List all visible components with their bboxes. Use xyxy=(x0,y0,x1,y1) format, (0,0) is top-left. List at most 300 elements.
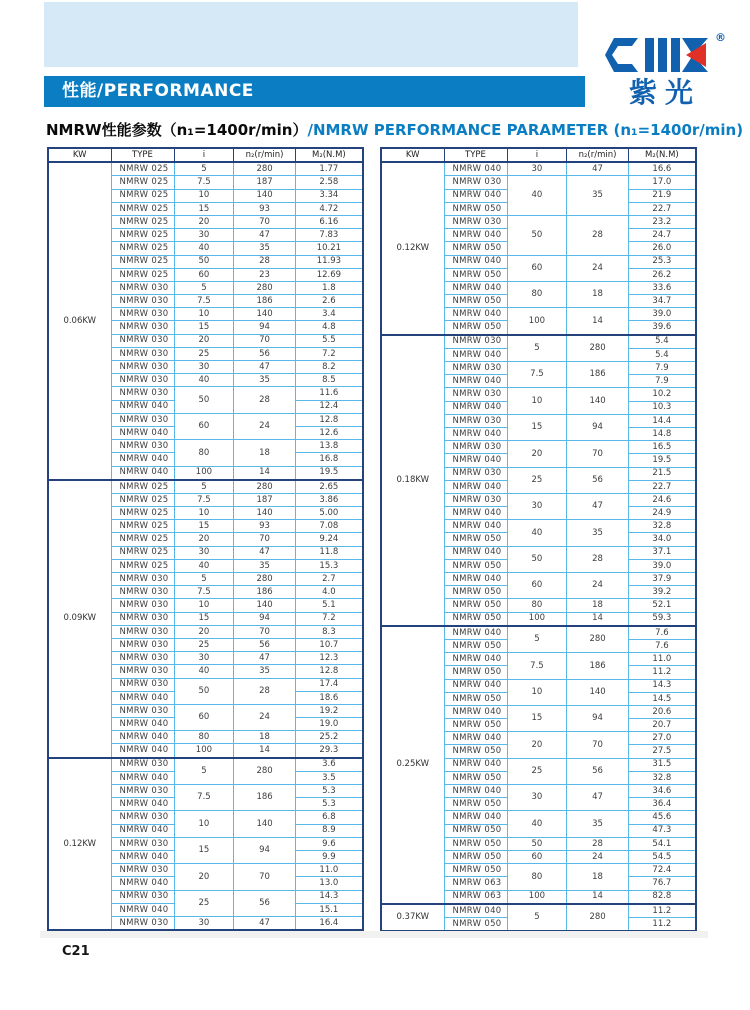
torque-cell: 14.3 xyxy=(628,679,696,692)
ratio-cell: 7.5 xyxy=(174,586,234,599)
torque-cell: 47.3 xyxy=(628,824,696,837)
speed-cell: 47 xyxy=(234,229,295,242)
speed-cell: 280 xyxy=(234,162,295,176)
torque-cell: 11.2 xyxy=(628,904,696,918)
type-cell: NMRW 040 xyxy=(444,281,507,294)
torque-cell: 7.6 xyxy=(628,639,696,652)
speed-cell: 28 xyxy=(567,837,628,850)
torque-cell: 39.0 xyxy=(628,308,696,321)
type-cell: NMRW 025 xyxy=(111,493,174,506)
ratio-cell: 10 xyxy=(174,507,234,520)
type-cell: NMRW 030 xyxy=(444,467,507,480)
type-cell: NMRW 025 xyxy=(111,242,174,255)
ratio-cell: 7.5 xyxy=(174,785,234,811)
torque-cell: 12.69 xyxy=(295,268,363,281)
torque-cell: 17.0 xyxy=(628,176,696,189)
torque-cell: 16.4 xyxy=(295,916,363,930)
torque-cell: 5.1 xyxy=(295,599,363,612)
header-row xyxy=(48,148,363,162)
type-cell: NMRW 040 xyxy=(111,824,174,837)
type-cell: NMRW 030 xyxy=(444,335,507,349)
torque-cell: 5.4 xyxy=(628,335,696,349)
type-cell: NMRW 040 xyxy=(111,771,174,784)
ratio-cell: 7.5 xyxy=(507,653,567,679)
ratio-cell: 40 xyxy=(174,374,234,387)
torque-cell: 39.0 xyxy=(628,559,696,572)
speed-cell: 18 xyxy=(234,731,295,744)
ratio-cell: 60 xyxy=(507,573,567,599)
torque-cell: 10.7 xyxy=(295,638,363,651)
torque-cell: 7.2 xyxy=(295,612,363,625)
ratio-cell: 60 xyxy=(174,704,234,730)
type-cell: NMRW 050 xyxy=(444,202,507,215)
speed-cell: 47 xyxy=(234,916,295,930)
page-title-en: /NMRW PERFORMANCE PARAMETER (n₁=1400r/min) xyxy=(307,121,744,139)
speed-cell: 140 xyxy=(234,308,295,321)
type-cell: NMRW 030 xyxy=(444,176,507,189)
torque-cell: 7.6 xyxy=(628,626,696,640)
speed-cell: 18 xyxy=(567,599,628,612)
ratio-cell: 10 xyxy=(174,811,234,837)
section-header xyxy=(44,76,585,107)
torque-cell: 34.6 xyxy=(628,785,696,798)
ratio-cell: 5 xyxy=(507,904,567,931)
torque-cell: 16.6 xyxy=(628,162,696,176)
torque-cell: 7.9 xyxy=(628,362,696,375)
type-cell: NMRW 030 xyxy=(111,811,174,824)
type-cell: NMRW 040 xyxy=(111,691,174,704)
page-title-zh: NMRW性能参数（n₁=1400r/min） xyxy=(46,121,308,139)
type-cell: NMRW 030 xyxy=(111,599,174,612)
torque-cell: 45.6 xyxy=(628,811,696,824)
scan-shadow xyxy=(40,931,708,938)
torque-cell: 27.5 xyxy=(628,745,696,758)
torque-cell: 6.8 xyxy=(295,811,363,824)
type-cell: NMRW 040 xyxy=(444,811,507,824)
torque-cell: 3.4 xyxy=(295,308,363,321)
ratio-cell: 60 xyxy=(507,850,567,863)
speed-cell: 24 xyxy=(567,850,628,863)
ratio-cell: 100 xyxy=(507,612,567,626)
torque-cell: 11.6 xyxy=(295,387,363,400)
type-cell: NMRW 030 xyxy=(444,441,507,454)
torque-cell: 7.9 xyxy=(628,375,696,388)
type-cell: NMRW 040 xyxy=(444,679,507,692)
performance-table-left xyxy=(47,147,364,931)
torque-cell: 24.6 xyxy=(628,493,696,506)
type-cell: NMRW 030 xyxy=(111,573,174,586)
type-cell: NMRW 030 xyxy=(111,374,174,387)
type-cell: NMRW 040 xyxy=(444,401,507,414)
torque-cell: 19.5 xyxy=(628,454,696,467)
type-cell: NMRW 030 xyxy=(111,638,174,651)
speed-cell: 56 xyxy=(234,638,295,651)
type-cell: NMRW 040 xyxy=(444,785,507,798)
torque-cell: 25.2 xyxy=(295,731,363,744)
torque-cell: 8.5 xyxy=(295,374,363,387)
speed-cell: 280 xyxy=(567,626,628,653)
type-cell: NMRW 040 xyxy=(111,718,174,731)
speed-cell: 94 xyxy=(234,321,295,334)
torque-cell: 2.6 xyxy=(295,295,363,308)
column-header: i xyxy=(507,148,567,162)
column-header: TYPE xyxy=(444,148,507,162)
type-cell: NMRW 040 xyxy=(444,427,507,440)
kw-cell: 0.25KW xyxy=(381,626,444,904)
speed-cell: 14 xyxy=(234,466,295,480)
torque-cell: 23.2 xyxy=(628,215,696,228)
type-cell: NMRW 030 xyxy=(111,625,174,638)
ratio-cell: 20 xyxy=(174,625,234,638)
speed-cell: 35 xyxy=(567,811,628,837)
torque-cell: 10.21 xyxy=(295,242,363,255)
kw-cell: 0.37KW xyxy=(381,904,444,931)
torque-cell: 11.0 xyxy=(628,653,696,666)
ratio-cell: 15 xyxy=(174,520,234,533)
ratio-cell: 100 xyxy=(174,744,234,758)
torque-cell: 3.5 xyxy=(295,771,363,784)
type-cell: NMRW 040 xyxy=(111,903,174,916)
speed-cell: 18 xyxy=(567,864,628,890)
ratio-cell: 20 xyxy=(174,533,234,546)
table-row xyxy=(381,626,696,640)
type-cell: NMRW 040 xyxy=(444,162,507,176)
ratio-cell: 5 xyxy=(174,162,234,176)
torque-cell: 8.2 xyxy=(295,361,363,374)
type-cell: NMRW 025 xyxy=(111,229,174,242)
ratio-cell: 5 xyxy=(507,626,567,653)
type-cell: NMRW 030 xyxy=(444,215,507,228)
ratio-cell: 20 xyxy=(174,864,234,890)
speed-cell: 94 xyxy=(234,612,295,625)
speed-cell: 70 xyxy=(234,864,295,890)
type-cell: NMRW 030 xyxy=(111,387,174,400)
type-cell: NMRW 025 xyxy=(111,507,174,520)
torque-cell: 21.9 xyxy=(628,189,696,202)
type-cell: NMRW 040 xyxy=(111,744,174,758)
ratio-cell: 30 xyxy=(507,785,567,811)
speed-cell: 186 xyxy=(567,362,628,388)
torque-cell: 2.7 xyxy=(295,573,363,586)
torque-cell: 76.7 xyxy=(628,877,696,890)
ratio-cell: 5 xyxy=(507,335,567,362)
speed-cell: 24 xyxy=(234,413,295,439)
zik-logo-mark xyxy=(594,33,728,77)
table-row xyxy=(48,758,363,772)
torque-cell: 36.4 xyxy=(628,798,696,811)
speed-cell: 47 xyxy=(234,361,295,374)
torque-cell: 37.1 xyxy=(628,546,696,559)
type-cell: NMRW 050 xyxy=(444,599,507,612)
type-cell: NMRW 040 xyxy=(444,507,507,520)
ratio-cell: 30 xyxy=(507,162,567,176)
page-number: C21 xyxy=(62,944,90,959)
column-header: TYPE xyxy=(111,148,174,162)
ratio-cell: 100 xyxy=(507,890,567,904)
speed-cell: 35 xyxy=(567,176,628,216)
torque-cell: 14.4 xyxy=(628,414,696,427)
type-cell: NMRW 030 xyxy=(111,890,174,903)
type-cell: NMRW 040 xyxy=(444,454,507,467)
torque-cell: 52.1 xyxy=(628,599,696,612)
type-cell: NMRW 050 xyxy=(444,850,507,863)
type-cell: NMRW 040 xyxy=(444,546,507,559)
torque-cell: 9.24 xyxy=(295,533,363,546)
type-cell: NMRW 063 xyxy=(444,890,507,904)
speed-cell: 35 xyxy=(234,242,295,255)
speed-cell: 35 xyxy=(234,665,295,678)
ratio-cell: 20 xyxy=(507,732,567,758)
speed-cell: 14 xyxy=(567,890,628,904)
ratio-cell: 80 xyxy=(507,864,567,890)
type-cell: NMRW 040 xyxy=(111,850,174,863)
table-row xyxy=(48,162,363,176)
ratio-cell: 10 xyxy=(507,679,567,705)
speed-cell: 187 xyxy=(234,176,295,189)
speed-cell: 56 xyxy=(234,347,295,360)
ratio-cell: 10 xyxy=(174,308,234,321)
torque-cell: 18.6 xyxy=(295,691,363,704)
type-cell: NMRW 050 xyxy=(444,321,507,335)
ratio-cell: 30 xyxy=(174,361,234,374)
type-cell: NMRW 050 xyxy=(444,719,507,732)
type-cell: NMRW 040 xyxy=(111,798,174,811)
type-cell: NMRW 030 xyxy=(111,785,174,798)
torque-cell: 15.1 xyxy=(295,903,363,916)
speed-cell: 186 xyxy=(234,586,295,599)
torque-cell: 39.2 xyxy=(628,586,696,599)
ratio-cell: 7.5 xyxy=(174,295,234,308)
torque-cell: 10.2 xyxy=(628,388,696,401)
type-cell: NMRW 040 xyxy=(111,426,174,439)
speed-cell: 280 xyxy=(567,335,628,362)
speed-cell: 24 xyxy=(567,255,628,281)
type-cell: NMRW 030 xyxy=(111,837,174,850)
ratio-cell: 50 xyxy=(174,387,234,413)
type-cell: NMRW 040 xyxy=(111,400,174,413)
speed-cell: 47 xyxy=(567,785,628,811)
type-cell: NMRW 040 xyxy=(444,348,507,361)
type-cell: NMRW 050 xyxy=(444,692,507,705)
speed-cell: 28 xyxy=(234,678,295,704)
torque-cell: 8.9 xyxy=(295,824,363,837)
torque-cell: 22.7 xyxy=(628,480,696,493)
speed-cell: 94 xyxy=(234,837,295,863)
torque-cell: 14.3 xyxy=(295,890,363,903)
type-cell: NMRW 025 xyxy=(111,520,174,533)
type-cell: NMRW 030 xyxy=(111,612,174,625)
torque-cell: 34.0 xyxy=(628,533,696,546)
table-row xyxy=(381,162,696,176)
type-cell: NMRW 040 xyxy=(444,375,507,388)
torque-cell: 12.4 xyxy=(295,400,363,413)
torque-cell: 54.1 xyxy=(628,837,696,850)
ratio-cell: 5 xyxy=(174,758,234,785)
torque-cell: 1.8 xyxy=(295,281,363,294)
torque-cell: 12.3 xyxy=(295,652,363,665)
ratio-cell: 25 xyxy=(174,638,234,651)
speed-cell: 70 xyxy=(234,533,295,546)
torque-cell: 5.3 xyxy=(295,798,363,811)
kw-cell: 0.06KW xyxy=(48,162,111,480)
section-header-label: 性能/PERFORMANCE xyxy=(62,81,254,101)
speed-cell: 14 xyxy=(567,612,628,626)
ratio-cell: 25 xyxy=(174,890,234,916)
speed-cell: 280 xyxy=(234,573,295,586)
type-cell: NMRW 050 xyxy=(444,837,507,850)
speed-cell: 140 xyxy=(234,811,295,837)
type-cell: NMRW 050 xyxy=(444,864,507,877)
speed-cell: 56 xyxy=(567,758,628,784)
torque-cell: 26.0 xyxy=(628,242,696,255)
ratio-cell: 40 xyxy=(507,811,567,837)
torque-cell: 7.83 xyxy=(295,229,363,242)
ratio-cell: 25 xyxy=(174,347,234,360)
speed-cell: 35 xyxy=(234,559,295,572)
torque-cell: 32.8 xyxy=(628,771,696,784)
type-cell: NMRW 050 xyxy=(444,771,507,784)
torque-cell: 14.8 xyxy=(628,427,696,440)
type-cell: NMRW 025 xyxy=(111,162,174,176)
torque-cell: 12.8 xyxy=(295,413,363,426)
type-cell: NMRW 030 xyxy=(111,678,174,691)
kw-cell: 0.18KW xyxy=(381,335,444,626)
type-cell: NMRW 030 xyxy=(111,758,174,772)
speed-cell: 24 xyxy=(234,704,295,730)
ratio-cell: 60 xyxy=(507,255,567,281)
column-header: i xyxy=(174,148,234,162)
torque-cell: 72.4 xyxy=(628,864,696,877)
type-cell: NMRW 050 xyxy=(444,798,507,811)
ratio-cell: 20 xyxy=(174,215,234,228)
torque-cell: 4.0 xyxy=(295,586,363,599)
type-cell: NMRW 030 xyxy=(111,704,174,717)
speed-cell: 47 xyxy=(234,546,295,559)
registered-mark: ® xyxy=(715,31,726,44)
type-cell: NMRW 025 xyxy=(111,480,174,494)
type-cell: NMRW 040 xyxy=(444,758,507,771)
page-title xyxy=(46,119,743,140)
ratio-cell: 20 xyxy=(174,334,234,347)
ratio-cell: 50 xyxy=(174,255,234,268)
torque-cell: 16.8 xyxy=(295,453,363,466)
type-cell: NMRW 025 xyxy=(111,202,174,215)
ratio-cell: 50 xyxy=(507,546,567,572)
ratio-cell: 80 xyxy=(507,599,567,612)
header-light-band xyxy=(44,2,578,67)
type-cell: NMRW 040 xyxy=(444,520,507,533)
type-cell: NMRW 025 xyxy=(111,189,174,202)
torque-cell: 37.9 xyxy=(628,573,696,586)
type-cell: NMRW 030 xyxy=(111,916,174,930)
ratio-cell: 80 xyxy=(174,440,234,466)
type-cell: NMRW 040 xyxy=(111,453,174,466)
torque-cell: 20.6 xyxy=(628,705,696,718)
torque-cell: 31.5 xyxy=(628,758,696,771)
type-cell: NMRW 025 xyxy=(111,176,174,189)
torque-cell: 8.3 xyxy=(295,625,363,638)
ratio-cell: 30 xyxy=(507,493,567,519)
ratio-cell: 25 xyxy=(507,467,567,493)
speed-cell: 47 xyxy=(567,493,628,519)
torque-cell: 25.3 xyxy=(628,255,696,268)
type-cell: NMRW 030 xyxy=(444,388,507,401)
torque-cell: 2.58 xyxy=(295,176,363,189)
ratio-cell: 5 xyxy=(174,281,234,294)
ratio-cell: 40 xyxy=(174,665,234,678)
column-header: M₂(N.M) xyxy=(628,148,696,162)
type-cell: NMRW 030 xyxy=(111,413,174,426)
ratio-cell: 40 xyxy=(507,520,567,546)
ratio-cell: 40 xyxy=(507,176,567,216)
speed-cell: 280 xyxy=(234,281,295,294)
type-cell: NMRW 040 xyxy=(111,877,174,890)
torque-cell: 5.5 xyxy=(295,334,363,347)
torque-cell: 11.93 xyxy=(295,255,363,268)
column-header: n₂(r/min) xyxy=(234,148,295,162)
torque-cell: 21.5 xyxy=(628,467,696,480)
type-cell: NMRW 040 xyxy=(444,189,507,202)
torque-cell: 27.0 xyxy=(628,732,696,745)
speed-cell: 47 xyxy=(567,162,628,176)
torque-cell: 5.00 xyxy=(295,507,363,520)
speed-cell: 28 xyxy=(567,546,628,572)
torque-cell: 3.34 xyxy=(295,189,363,202)
type-cell: NMRW 040 xyxy=(444,904,507,918)
type-cell: NMRW 030 xyxy=(111,864,174,877)
kw-cell: 0.12KW xyxy=(381,162,444,334)
type-cell: NMRW 025 xyxy=(111,546,174,559)
table-row xyxy=(381,904,696,918)
ratio-cell: 7.5 xyxy=(174,176,234,189)
type-cell: NMRW 025 xyxy=(111,268,174,281)
speed-cell: 140 xyxy=(234,507,295,520)
type-cell: NMRW 040 xyxy=(444,653,507,666)
ratio-cell: 100 xyxy=(507,308,567,335)
type-cell: NMRW 030 xyxy=(111,665,174,678)
speed-cell: 93 xyxy=(234,202,295,215)
kw-cell: 0.09KW xyxy=(48,480,111,758)
kw-cell: 0.12KW xyxy=(48,758,111,930)
type-cell: NMRW 040 xyxy=(444,308,507,321)
torque-cell: 12.8 xyxy=(295,665,363,678)
type-cell: NMRW 040 xyxy=(444,573,507,586)
type-cell: NMRW 030 xyxy=(444,493,507,506)
type-cell: NMRW 030 xyxy=(111,440,174,453)
speed-cell: 140 xyxy=(567,388,628,414)
type-cell: NMRW 030 xyxy=(111,295,174,308)
type-cell: NMRW 050 xyxy=(444,586,507,599)
type-cell: NMRW 050 xyxy=(444,917,507,931)
torque-cell: 10.3 xyxy=(628,401,696,414)
torque-cell: 19.2 xyxy=(295,704,363,717)
torque-cell: 4.72 xyxy=(295,202,363,215)
type-cell: NMRW 050 xyxy=(444,295,507,308)
ratio-cell: 30 xyxy=(174,229,234,242)
speed-cell: 280 xyxy=(567,904,628,931)
speed-cell: 70 xyxy=(234,334,295,347)
type-cell: NMRW 040 xyxy=(444,229,507,242)
torque-cell: 11.0 xyxy=(295,864,363,877)
torque-cell: 2.65 xyxy=(295,480,363,494)
torque-cell: 24.7 xyxy=(628,229,696,242)
speed-cell: 35 xyxy=(567,520,628,546)
torque-cell: 7.2 xyxy=(295,347,363,360)
torque-cell: 16.5 xyxy=(628,441,696,454)
type-cell: NMRW 040 xyxy=(111,731,174,744)
type-cell: NMRW 030 xyxy=(444,414,507,427)
speed-cell: 280 xyxy=(234,480,295,494)
